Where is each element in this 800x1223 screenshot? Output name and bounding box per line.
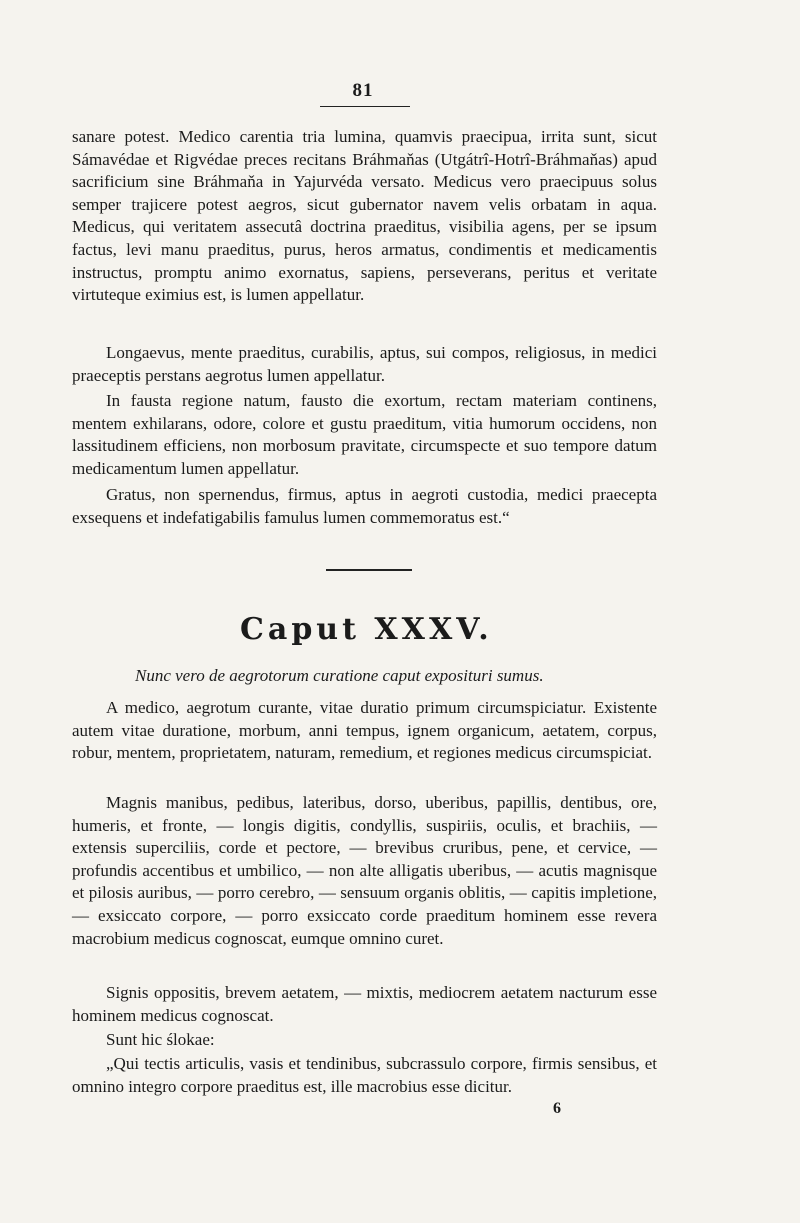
paragraph-3: In fausta regione natum, fausto die exortum, rectam materiam continens, mentem exhilarans, odore, colore et gustu praeditum, vitia humorum occidens, non lassitudinem efficiens, non morbosum pravitate, circumspecte et suo tempore datum medicamentum lumen appellatur. <box>72 391 657 478</box>
paragraph-1: sanare potest. Medico carentia tria lumina, quamvis praecipua, irrita sunt, sicut Sámavédae et Rigvédae preces recitans Bráhmaňas (Utgátrî-Hotrî-Bráhmaňas) apud sacrificium sine Bráhmaňa in Yajurvéda versato. Medicus vero praecipuus solus semper trajicere potest aegros, sicut gubernator navem velis orbatam in aqua. Medicus, qui veritatem assecutâ doctrina praeditus, visibilia agens, per se ipsum factus, levi manu praeditus, purus, heros armatus, condimentis et medicamentis instructus, promptu animo exornatus, sapiens, perseverans, peritus et veritate virtuteque eximius est, is lumen appellatur. <box>72 127 657 305</box>
signature-mark: 6 <box>553 1100 561 1117</box>
chapter-paragraph-3: Signis oppositis, brevem aetatem, — mixtis, mediocrem aetatem nacturum esse hominem medicus cognoscat. <box>72 983 657 1025</box>
chapter-subtitle: Nunc vero de aegrotorum curatione caput exposituri sumus. <box>135 666 544 685</box>
paragraph-2: Longaevus, mente praeditus, curabilis, aptus, sui compos, religiosus, in medici praeceptis perstans aegrotus lumen appellatur. <box>72 343 657 385</box>
chapter-paragraph-5: „Qui tectis articulis, vasis et tendinibus, subcrassulo corpore, firmis sensibus, et omnino integro corpore praeditus est, ille macrobius esse dicitur. <box>72 1054 657 1096</box>
chapter-paragraph-1: A medico, aegrotum curante, vitae duratio primum circumspiciatur. Existente autem vitae duratione, morbum, anni tempus, ignem organicum, aetatem, corpus, robur, mentem, proprietatem, naturam, remedium, et regiones medicus circumspiciat. <box>72 698 657 763</box>
page-number: 81 <box>352 80 374 101</box>
page-number-rule <box>320 106 410 107</box>
chapter-paragraph-4: Sunt hic ślokae: <box>106 1030 215 1049</box>
paragraph-4: Gratus, non spernendus, firmus, aptus in aegroti custodia, medici praecepta exsequens et indefatigabilis famulus lumen commemoratus est.“ <box>72 485 657 527</box>
section-divider <box>326 569 412 571</box>
chapter-paragraph-2: Magnis manibus, pedibus, lateribus, dorso, uberibus, papillis, dentibus, ore, humeris, et fronte, — longis digitis, condyllis, suspiriis, oculis, et brachiis, — extensis superciliis, corde et pectore, — brevibus cruribus, pene, et cervice, — profundis accentibus et umbilico, — non alte alligatis uberibus, — acutis magnisque et pilosis auribus, — porro cerebro, — sensuum organis oblitis, — capitis impletione, — exsiccato corpore, — porro exsiccato corde praeditum hominem esse revera macrobium medicus cognoscat, eumque omnino curet. <box>72 793 657 948</box>
chapter-heading: Caput XXXV. <box>240 612 493 647</box>
